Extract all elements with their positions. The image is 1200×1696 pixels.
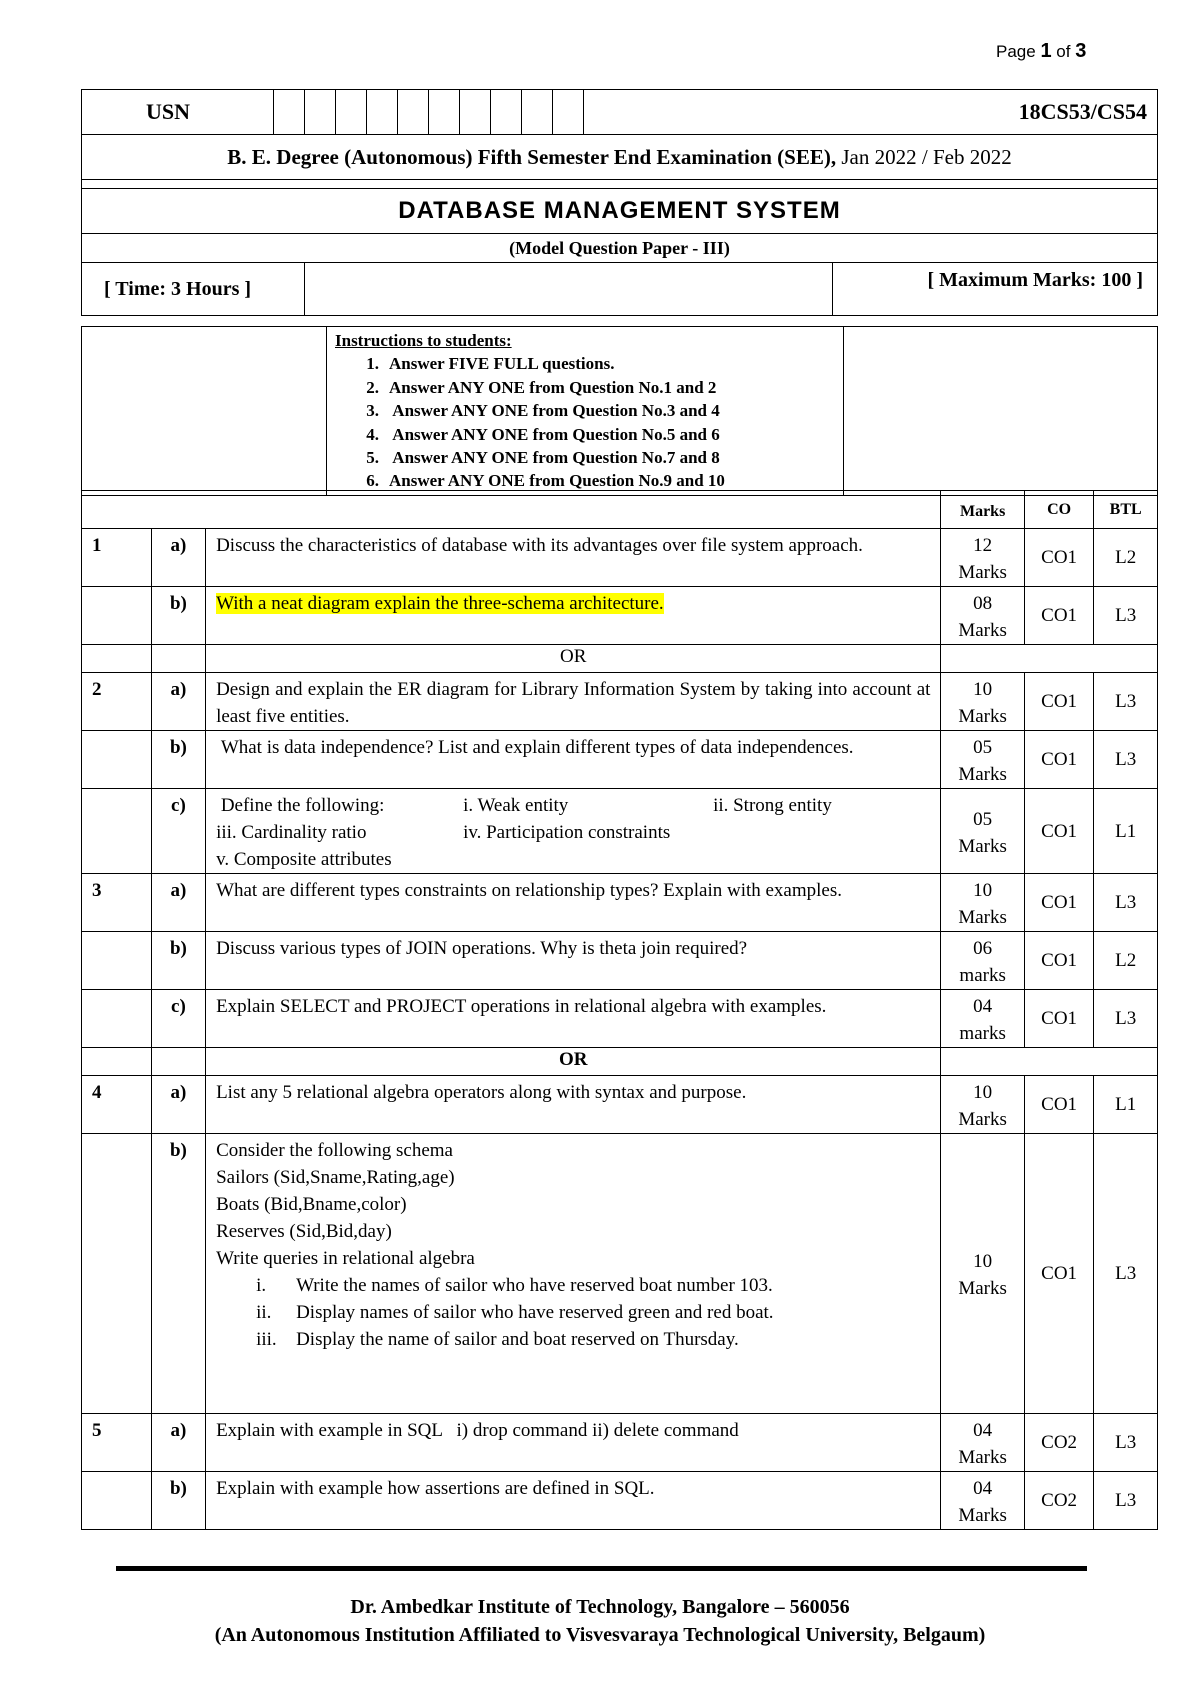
question-text: Discuss various types of JOIN operations. Why is theta join required?: [206, 932, 941, 990]
question-marks: 05 Marks: [941, 789, 1024, 874]
question-btl: L3: [1094, 1134, 1158, 1414]
question-number: [82, 1134, 152, 1414]
question-text: What are different types constraints on relationship types? Explain with examples.: [206, 874, 941, 932]
footer-divider: [116, 1566, 1087, 1571]
question-btl: L3: [1094, 731, 1158, 789]
question-co: CO1: [1024, 789, 1094, 874]
instructions-block: [81, 326, 1158, 496]
question-row: [82, 731, 1158, 789]
question-number: [82, 1472, 152, 1530]
question-part: b): [151, 1134, 205, 1414]
question-co: CO1: [1024, 874, 1094, 932]
question-co: CO1: [1024, 673, 1094, 731]
usn-box: [553, 90, 584, 135]
question-btl: L3: [1094, 1414, 1158, 1472]
column-header-btl: BTL: [1094, 491, 1158, 529]
question-marks: 04 Marks: [941, 1414, 1024, 1472]
question-row: [82, 1414, 1158, 1472]
question-btl: L3: [1094, 1472, 1158, 1530]
or-separator-row: [82, 645, 1158, 673]
instruction-item: 5. Answer ANY ONE from Question No.7 and 8: [366, 448, 720, 468]
usn-box: [491, 90, 522, 135]
question-part: a): [151, 874, 205, 932]
question-btl: L2: [1094, 932, 1158, 990]
question-number: [82, 587, 152, 645]
instructions: [327, 327, 844, 496]
usn-box: [522, 90, 553, 135]
footer-affiliation: (An Autonomous Institution Affiliated to Visvesvaraya Technological University, Belgaum): [214, 1624, 986, 1646]
page-number: Page 1 of 3: [996, 40, 1087, 62]
question-row: [82, 1076, 1158, 1134]
course-code: 18CS53/CS54: [584, 90, 1158, 135]
highlighted-text: With a neat diagram explain the three-schema architecture.: [216, 593, 664, 614]
question-row: [82, 932, 1158, 990]
sub-question: ii. Display names of sailor who have reserved green and red boat.: [256, 1302, 774, 1323]
question-row: [82, 1472, 1158, 1530]
question-co: CO1: [1024, 990, 1094, 1048]
or-separator: OR: [206, 645, 941, 673]
paper-subtitle: (Model Question Paper - III): [82, 234, 1158, 263]
question-number: [82, 990, 152, 1048]
instruction-item: 3. Answer ANY ONE from Question No.3 and 4: [366, 401, 720, 421]
instructions-heading: Instructions to students:: [335, 331, 512, 350]
blank-cell: [82, 327, 327, 496]
question-number: [82, 789, 152, 874]
question-part: b): [151, 587, 205, 645]
question-part: a): [151, 529, 205, 587]
question-marks: 12 Marks: [941, 529, 1024, 587]
question-text: Design and explain the ER diagram for Library Information System by taking into account at least five entities.: [206, 673, 941, 731]
blank-cell: [82, 645, 152, 673]
question-text: Discuss the characteristics of database with its advantages over file system approach.: [206, 529, 941, 587]
question-btl: L2: [1094, 529, 1158, 587]
column-header-marks: Marks: [941, 491, 1024, 529]
question-number: 1: [82, 529, 152, 587]
usn-box: [429, 90, 460, 135]
question-number: 4: [82, 1076, 152, 1134]
question-btl: L1: [1094, 1076, 1158, 1134]
usn-box: [398, 90, 429, 135]
question-btl: L3: [1094, 990, 1158, 1048]
footer-institution: Dr. Ambedkar Institute of Technology, Bangalore – 560056: [350, 1596, 850, 1618]
question-co: CO1: [1024, 932, 1094, 990]
question-text: What is data independence? List and explain different types of data independences.: [206, 731, 941, 789]
or-separator-row: [82, 1048, 1158, 1076]
blank-cell: [941, 1048, 1158, 1076]
blank-cell: [151, 1048, 205, 1076]
time-limit: [ Time: 3 Hours ]: [82, 263, 305, 316]
instruction-item: 1. Answer FIVE FULL questions.: [366, 354, 615, 374]
usn-box: [367, 90, 398, 135]
question-part: b): [151, 731, 205, 789]
question-part: a): [151, 673, 205, 731]
question-marks: 10 Marks: [941, 673, 1024, 731]
instruction-item: 4. Answer ANY ONE from Question No.5 and 6: [366, 424, 720, 444]
question-text: Explain with example in SQL i) drop command ii) delete command: [206, 1414, 941, 1472]
question-text: Explain with example how assertions are defined in SQL.: [206, 1472, 941, 1530]
usn-box: [273, 90, 304, 135]
question-part: c): [151, 990, 205, 1048]
question-part: c): [151, 789, 205, 874]
question-co: CO1: [1024, 529, 1094, 587]
questions-table: [81, 490, 1158, 1530]
question-btl: L3: [1094, 587, 1158, 645]
question-number: 2: [82, 673, 152, 731]
blank-cell: [941, 645, 1158, 673]
question-btl: L3: [1094, 874, 1158, 932]
sub-question: i. Write the names of sailor who have reserved boat number 103.: [256, 1275, 773, 1296]
question-marks: 04 Marks: [941, 1472, 1024, 1530]
degree-line: B. E. Degree (Autonomous) Fifth Semester End Examination (SEE), Jan 2022 / Feb 2022: [82, 135, 1158, 180]
page-title: DATABASE MANAGEMENT SYSTEM: [82, 189, 1158, 234]
question-row: [82, 529, 1158, 587]
question-row: [82, 1134, 1158, 1414]
question-co: CO1: [1024, 1134, 1094, 1414]
question-number: 3: [82, 874, 152, 932]
question-row: [82, 874, 1158, 932]
blank-cell: [82, 1048, 152, 1076]
instruction-item: 2. Answer ANY ONE from Question No.1 and 2: [366, 377, 717, 397]
question-marks: 06 marks: [941, 932, 1024, 990]
question-text: Consider the following schema Sailors (Sid,Sname,Rating,age) Boats (Bid,Bname,color) Reserves (Sid,Bid,day) Write queries in relational algebra i. Write the names of sailor who have reserved boat number 103. ii. Display names of sailor who have reserved green and red boat. iii. Display the name of sailor and boat reserved on Thursday.: [206, 1134, 941, 1414]
column-header-co: CO: [1024, 491, 1094, 529]
usn-box: [336, 90, 367, 135]
blank-cell: [151, 645, 205, 673]
question-text: List any 5 relational algebra operators along with syntax and purpose.: [206, 1076, 941, 1134]
question-co: CO1: [1024, 731, 1094, 789]
question-btl: L3: [1094, 673, 1158, 731]
question-marks: 10 Marks: [941, 1076, 1024, 1134]
question-part: a): [151, 1414, 205, 1472]
question-co: CO2: [1024, 1414, 1094, 1472]
question-marks: 10 Marks: [941, 1134, 1024, 1414]
question-row: [82, 789, 1158, 874]
question-text: Define the following: i. Weak entity ii. Strong entity iii. Cardinality ratio iv. Participation constraints v. Composite attributes: [206, 789, 941, 874]
blank-cell: [82, 491, 941, 529]
question-number: [82, 932, 152, 990]
question-btl: L1: [1094, 789, 1158, 874]
question-marks: 10 Marks: [941, 874, 1024, 932]
question-number: [82, 731, 152, 789]
question-row: [82, 673, 1158, 731]
max-marks: [ Maximum Marks: 100 ]: [833, 263, 1158, 316]
question-marks: 08 Marks: [941, 587, 1024, 645]
sub-question: iii. Display the name of sailor and boat reserved on Thursday.: [256, 1329, 739, 1350]
question-text: [206, 587, 941, 645]
question-row: [82, 990, 1158, 1048]
blank-cell: [305, 263, 833, 316]
usn-label: USN: [82, 90, 274, 135]
question-co: CO1: [1024, 587, 1094, 645]
or-separator: OR: [206, 1048, 941, 1076]
question-marks: 04 marks: [941, 990, 1024, 1048]
question-co: CO1: [1024, 1076, 1094, 1134]
spacer-row: [82, 180, 1158, 189]
question-part: b): [151, 932, 205, 990]
question-row: [82, 587, 1158, 645]
question-number: 5: [82, 1414, 152, 1472]
question-co: CO2: [1024, 1472, 1094, 1530]
question-marks: 05 Marks: [941, 731, 1024, 789]
usn-box: [305, 90, 336, 135]
question-part: b): [151, 1472, 205, 1530]
instruction-item: 6. Answer ANY ONE from Question No.9 and 10: [366, 471, 725, 491]
usn-box: [460, 90, 491, 135]
blank-cell: [844, 327, 1158, 496]
table-header-row: [82, 491, 1158, 529]
question-text: Explain SELECT and PROJECT operations in relational algebra with examples.: [206, 990, 941, 1048]
question-part: a): [151, 1076, 205, 1134]
exam-header: [81, 89, 1158, 316]
